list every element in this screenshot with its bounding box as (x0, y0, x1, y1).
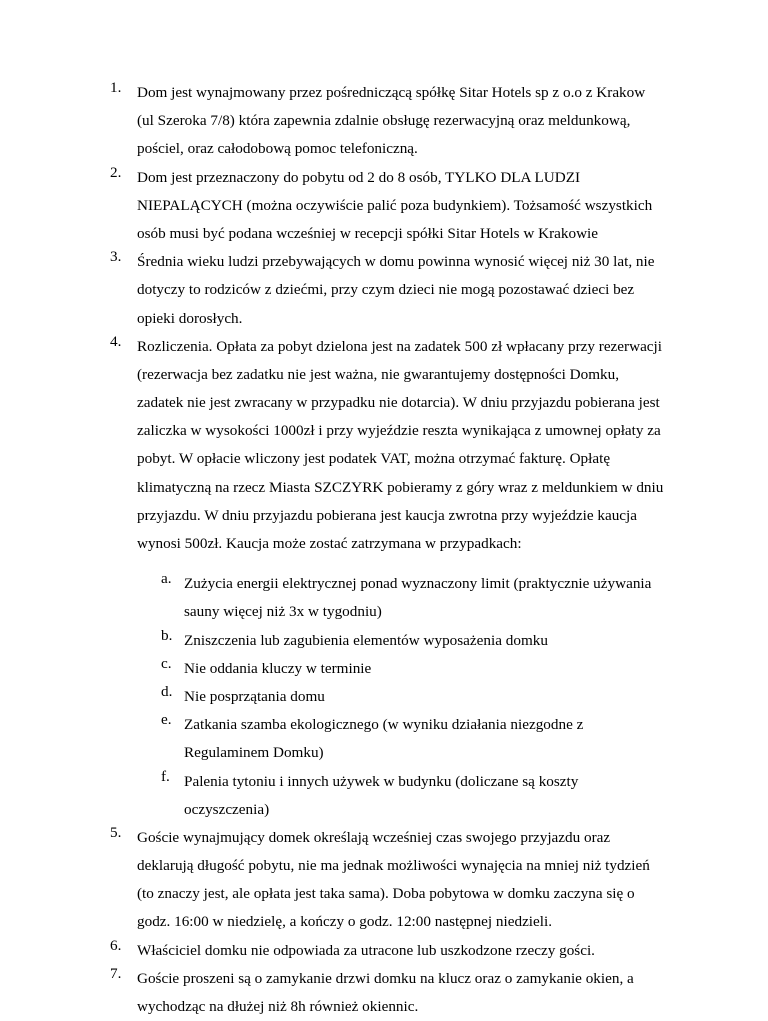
condition-text-line: Palenia tytoniu i innych używek w budynku (doliczane są koszty (184, 772, 579, 790)
rule-text-line: (ul Szeroka 7/8) która zapewnia zdalnie obsługę rezerwacyjną oraz meldunkową, (137, 112, 631, 130)
rule-text-line: zaliczka w wysokości 1000zł i przy wyjeździe reszta wynikająca z umownej opłaty za (137, 422, 661, 440)
rule-text-line: klimatyczną na rzecz Miasta SZCZYRK pobieramy z góry wraz z meldunkiem w dniu (137, 478, 664, 496)
condition-letter: b. (161, 626, 173, 644)
rule-text-line: godz. 16:00 w niedzielę, a kończy o godz. 12:00 następnej niedzieli. (137, 913, 553, 931)
condition-letter: a. (161, 570, 172, 588)
rule-text-line: deklarują długość pobytu, nie ma jednak możliwości wynajęcia na mniej niż tydzień (137, 857, 650, 875)
rule-number: 4. (110, 332, 122, 350)
rule-text-line: Rozliczenia. Opłata za pobyt dzielona jest na zadatek 500 zł wpłacany przy rezerwacji (137, 337, 662, 355)
rule-text-line: opieki dorosłych. (137, 309, 243, 327)
rule-text-line: Średnia wieku ludzi przebywających w domu powinna wynosić więcej niż 30 lat, nie (137, 253, 655, 271)
rule-text-line: Właściciel domku nie odpowiada za utracone lub uszkodzone rzeczy gości. (137, 941, 595, 959)
rule-number: 1. (110, 79, 122, 96)
rule-text-line: Goście proszeni są o zamykanie drzwi domku na klucz oraz o zamykanie okien, a (137, 969, 634, 987)
rule-item-7 (110, 964, 677, 1021)
rule-text-line: Dom jest przeznaczony do pobytu od 2 do 8 osób, TYLKO DLA LUDZI (137, 168, 581, 186)
condition-letter: e. (161, 711, 172, 729)
rule-text-line: pościel, oraz całodobową pomoc telefoniczną. (137, 140, 418, 158)
rules-list (110, 79, 677, 1021)
condition-text-line: Zużycia energii elektrycznej ponad wyznaczony limit (praktycznie używania (184, 575, 652, 593)
rule-number: 7. (110, 964, 122, 982)
rule-text-line: pobyt. W opłacie wliczony jest podatek VAT, można otrzymać fakturę. Opłatę (137, 450, 611, 468)
rule-number: 3. (110, 248, 122, 266)
condition-text-line: Zniszczenia lub zagubienia elementów wyposażenia domku (184, 631, 548, 649)
rule-text-line: zadatek nie jest zwracany w przypadku nie dotarcia). W dniu przyjazdu pobierana jest (137, 394, 660, 412)
condition-text-line: sauny więcej niż 3x w tygodniu) (184, 603, 382, 621)
rule-item-6 (110, 936, 677, 965)
deposit-condition-a (161, 570, 677, 626)
condition-letter: f. (161, 767, 170, 785)
deposit-condition-d (161, 682, 677, 711)
condition-text-line: Nie oddania kluczy w terminie (184, 659, 372, 677)
rule-number: 6. (110, 936, 122, 954)
condition-letter: d. (161, 682, 173, 700)
rule-item-5 (110, 823, 677, 937)
deposit-condition-f (161, 767, 677, 824)
rule-item-4 (110, 332, 677, 824)
rule-text-line: (to znaczy jest, ale opłata jest taka sama). Doba pobytowa w domku zaczyna się o (137, 885, 635, 903)
condition-letter: c. (161, 654, 172, 672)
condition-text-line: oczyszczenia) (184, 800, 270, 818)
rule-text-line: przyjazdu. W dniu przyjazdu pobierana jest kaucja zwrotna przy wyjeździe kaucja (137, 506, 637, 524)
deposit-condition-c (161, 654, 677, 683)
rule-item-3 (110, 248, 677, 333)
condition-text-line: Nie posprzątania domu (184, 687, 325, 705)
rule-text-line: NIEPALĄCYCH (można oczywiście palić poza budynkiem). Tożsamość wszystkich (137, 196, 653, 214)
rule-text-line: wychodząc na dłużej niż 8h również okiennic. (137, 998, 419, 1015)
rule-text-line: (rezerwacja bez zadatku nie jest ważna, nie gwarantujemy dostępności Domku, (137, 365, 620, 383)
condition-text-line: Zatkania szamba ekologicznego (w wyniku działania niezgodne z (184, 716, 584, 734)
condition-text-line: Regulaminem Domku) (184, 744, 324, 762)
rule-text-line: dotyczy to rodziców z dziećmi, przy czym dzieci nie mogą pozostawać dzieci bez (137, 281, 635, 299)
rule-item-2 (110, 163, 677, 249)
rule-text-line: Goście wynajmujący domek określają wcześniej czas swojego przyjazdu oraz (137, 828, 611, 846)
rule-text-line: Dom jest wynajmowany przez pośredniczącą spółkę Sitar Hotels sp z o.o z Krakow (137, 84, 646, 101)
rule-text-line: osób musi być podana wcześniej w recepcji spółki Sitar Hotels w Krakowie (137, 224, 598, 242)
rule-number: 5. (110, 823, 122, 841)
deposit-condition-e (161, 711, 677, 767)
rule-text-line: wynosi 500zł. Kaucja może zostać zatrzymana w przypadkach: (137, 535, 522, 552)
deposit-conditions-list (161, 570, 677, 824)
deposit-condition-b (161, 626, 677, 655)
rule-number: 2. (110, 163, 122, 181)
rule-item-1 (110, 79, 677, 164)
